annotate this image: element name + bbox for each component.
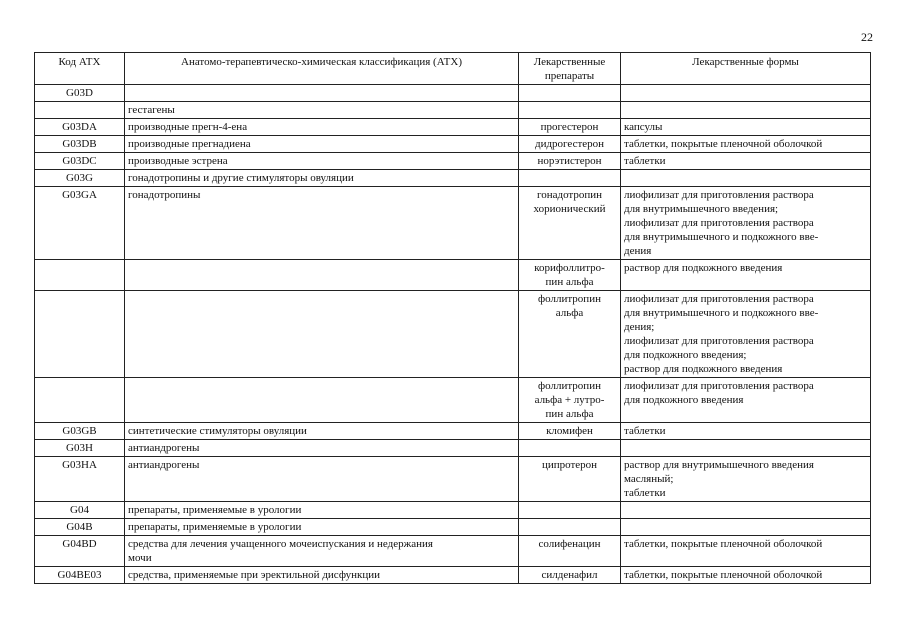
atx-code-cell	[35, 102, 125, 119]
dosage-form-line: для внутримышечного и подкожного вве-	[624, 307, 819, 319]
atx-code-cell: G04BD	[35, 536, 125, 567]
drug-line: корифоллитро-	[534, 262, 605, 274]
atx-code-cell	[35, 291, 125, 378]
dosage-form-cell	[621, 170, 871, 187]
drug-line: прогестерон	[540, 121, 599, 133]
dosage-form-line: лиофилизат для приготовления раствора	[624, 380, 814, 392]
drug-cell	[519, 536, 621, 567]
dosage-form-cell	[621, 567, 871, 584]
dosage-form-line: лиофилизат для приготовления раствора	[624, 189, 814, 201]
drug-line: альфа	[555, 307, 584, 319]
dosage-form-cell	[621, 102, 871, 119]
drug-line: хорионический	[533, 203, 606, 215]
classification-line: гонадотропины	[128, 189, 201, 201]
atx-code-cell	[35, 378, 125, 423]
dosage-form-line: таблетки	[624, 155, 666, 167]
dosage-form-line: дения;	[624, 321, 655, 333]
classification-cell	[125, 502, 519, 519]
drug-cell	[519, 153, 621, 170]
classification-line: производные эстрена	[128, 155, 228, 167]
classification-line: мочи	[128, 552, 152, 564]
table-row	[35, 502, 871, 519]
table-row	[35, 119, 871, 136]
drug-line: силденафил	[541, 569, 598, 581]
drug-line: ципротерон	[541, 459, 598, 471]
header-code: Код АТХ	[35, 53, 125, 85]
dosage-form-cell	[621, 378, 871, 423]
atx-code-cell: G03D	[35, 85, 125, 102]
dosage-form-line: раствор для внутримышечного введения	[624, 459, 814, 471]
drug-line: пин альфа	[545, 408, 594, 420]
table-body	[35, 85, 871, 584]
classification-cell	[125, 423, 519, 440]
table-row	[35, 378, 871, 423]
dosage-form-cell	[621, 502, 871, 519]
dosage-form-cell	[621, 187, 871, 260]
classification-cell	[125, 291, 519, 378]
drug-line: фоллитропин	[538, 380, 601, 392]
dosage-form-cell	[621, 457, 871, 502]
dosage-form-line: дения	[624, 245, 652, 257]
classification-cell	[125, 536, 519, 567]
table-row	[35, 102, 871, 119]
dosage-form-line: для подкожного введения	[624, 394, 744, 406]
atx-code-cell: G04B	[35, 519, 125, 536]
table-row	[35, 187, 871, 260]
table-row	[35, 85, 871, 102]
table-row	[35, 260, 871, 291]
drug-cell	[519, 423, 621, 440]
atx-code-cell: G03DA	[35, 119, 125, 136]
dosage-form-line: для внутримышечного и подкожного вве-	[624, 231, 819, 243]
table-row	[35, 440, 871, 457]
dosage-form-cell	[621, 536, 871, 567]
atx-code-cell: G03DB	[35, 136, 125, 153]
atx-code-cell: G03GA	[35, 187, 125, 260]
dosage-form-line: лиофилизат для приготовления раствора	[624, 217, 814, 229]
table-row	[35, 170, 871, 187]
dosage-form-line: таблетки	[624, 487, 666, 499]
dosage-form-cell	[621, 85, 871, 102]
atx-code-cell: G03GB	[35, 423, 125, 440]
header-forms: Лекарственные формы	[621, 53, 871, 85]
page-number: 22	[861, 30, 873, 44]
dosage-form-cell	[621, 423, 871, 440]
classification-cell	[125, 378, 519, 423]
atx-code-cell: G03H	[35, 440, 125, 457]
classification-cell	[125, 567, 519, 584]
atx-code-cell: G03G	[35, 170, 125, 187]
dosage-form-line: лиофилизат для приготовления раствора	[624, 335, 814, 347]
drug-cell	[519, 136, 621, 153]
table-header-row	[35, 53, 871, 85]
dosage-form-cell	[621, 440, 871, 457]
classification-line: препараты, применяемые в урологии	[128, 521, 302, 533]
table-row	[35, 153, 871, 170]
drug-line: норэтистерон	[537, 155, 602, 167]
table-row	[35, 457, 871, 502]
dosage-form-cell	[621, 136, 871, 153]
drug-line: гонадотропин	[536, 189, 603, 201]
dosage-form-line: таблетки, покрытые пленочной оболочкой	[624, 138, 823, 150]
dosage-form-line: лиофилизат для приготовления раствора	[624, 293, 814, 305]
table-row	[35, 567, 871, 584]
drug-cell	[519, 502, 621, 519]
atx-table	[34, 52, 871, 584]
atx-code-cell: G04BE03	[35, 567, 125, 584]
header-drugs-line: препараты	[544, 70, 595, 82]
classification-cell	[125, 457, 519, 502]
classification-cell	[125, 153, 519, 170]
drug-line: кломифен	[546, 425, 593, 437]
table-row	[35, 423, 871, 440]
drug-cell	[519, 440, 621, 457]
classification-cell	[125, 85, 519, 102]
classification-line: синтетические стимуляторы овуляции	[128, 425, 307, 437]
classification-line: антиандрогены	[128, 459, 200, 471]
drug-cell	[519, 378, 621, 423]
drug-line: дидрогестерон	[534, 138, 605, 150]
classification-cell	[125, 260, 519, 291]
dosage-form-line: таблетки, покрытые пленочной оболочкой	[624, 569, 823, 581]
classification-line: средства, применяемые при эректильной дисфункции	[128, 569, 381, 581]
dosage-form-cell	[621, 519, 871, 536]
header-drugs-line: Лекарственные	[533, 56, 606, 68]
classification-cell	[125, 519, 519, 536]
drug-line: фоллитропин	[538, 293, 601, 305]
dosage-form-cell	[621, 153, 871, 170]
table-row	[35, 519, 871, 536]
dosage-form-line: раствор для подкожного введения	[624, 262, 783, 274]
drug-cell	[519, 187, 621, 260]
drug-line: пин альфа	[545, 276, 594, 288]
classification-cell	[125, 136, 519, 153]
classification-line: производные прегнадиена	[128, 138, 251, 150]
drug-cell	[519, 170, 621, 187]
drug-cell	[519, 260, 621, 291]
drug-line: альфа + лутро-	[534, 394, 605, 406]
classification-line: гонадотропины и другие стимуляторы овуляции	[128, 172, 354, 184]
drug-cell	[519, 119, 621, 136]
classification-cell	[125, 119, 519, 136]
drug-cell	[519, 457, 621, 502]
classification-line: антиандрогены	[128, 442, 200, 454]
header-drugs	[519, 53, 621, 85]
table-row	[35, 136, 871, 153]
atx-code-cell: G03HA	[35, 457, 125, 502]
classification-cell	[125, 440, 519, 457]
dosage-form-line: капсулы	[624, 121, 663, 133]
drug-cell	[519, 519, 621, 536]
drug-cell	[519, 102, 621, 119]
dosage-form-line: таблетки	[624, 425, 666, 437]
classification-line: препараты, применяемые в урологии	[128, 504, 302, 516]
table-row	[35, 291, 871, 378]
dosage-form-line: таблетки, покрытые пленочной оболочкой	[624, 538, 823, 550]
atx-code-cell: G04	[35, 502, 125, 519]
classification-line: средства для лечения учащенного мочеиспускания и недержания	[128, 538, 433, 550]
classification-line: производные прегн-4-ена	[128, 121, 248, 133]
drug-cell	[519, 85, 621, 102]
drug-cell	[519, 291, 621, 378]
dosage-form-cell	[621, 260, 871, 291]
classification-cell	[125, 170, 519, 187]
classification-line: гестагены	[128, 104, 175, 116]
atx-code-cell: G03DC	[35, 153, 125, 170]
dosage-form-cell	[621, 119, 871, 136]
classification-cell	[125, 102, 519, 119]
dosage-form-cell	[621, 291, 871, 378]
atx-code-cell	[35, 260, 125, 291]
header-classification: Анатомо-терапевтическо-химическая классификация (АТХ)	[125, 53, 519, 85]
dosage-form-line: масляный;	[624, 473, 674, 485]
classification-cell	[125, 187, 519, 260]
dosage-form-line: для подкожного введения;	[624, 349, 747, 361]
table-row	[35, 536, 871, 567]
drug-cell	[519, 567, 621, 584]
dosage-form-line: для внутримышечного введения;	[624, 203, 779, 215]
drug-line: солифенацин	[538, 538, 601, 550]
dosage-form-line: раствор для подкожного введения	[624, 363, 783, 375]
